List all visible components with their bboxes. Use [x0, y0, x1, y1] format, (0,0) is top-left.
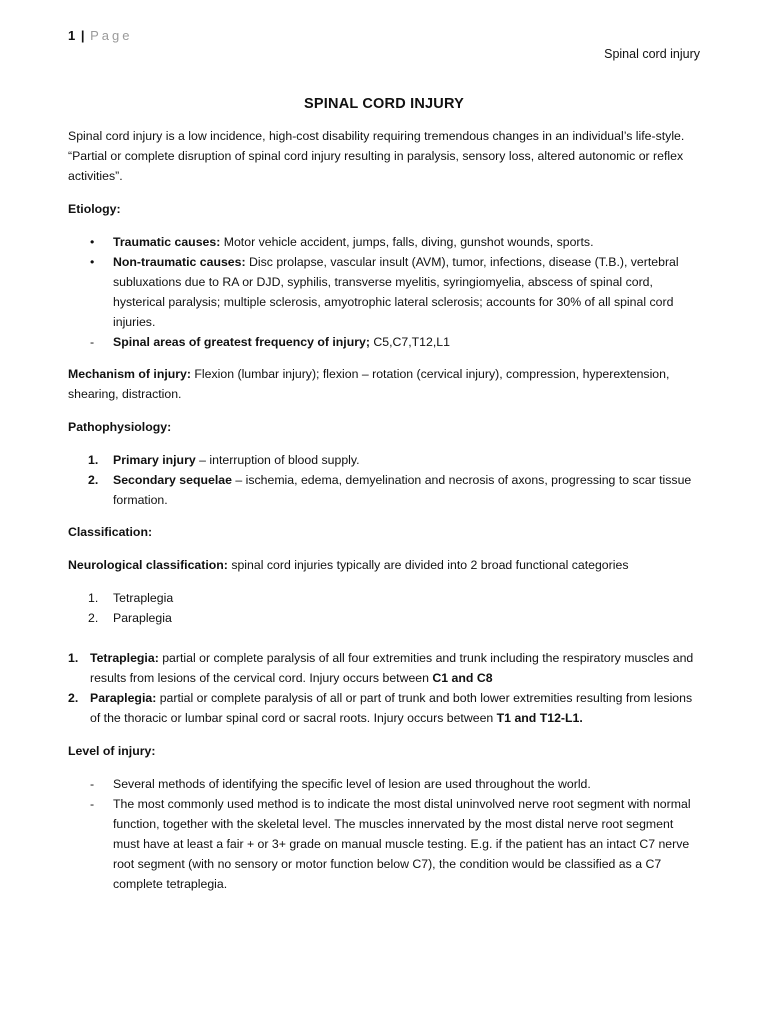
category-detail-list	[68, 648, 700, 728]
page-number: 1	[68, 28, 76, 43]
list-item	[68, 332, 700, 352]
bullet-marker: •	[90, 255, 95, 269]
number-marker: 1.	[88, 591, 99, 605]
list-item-text: Tetraplegia	[113, 591, 174, 605]
etiology-heading-text: Etiology:	[68, 202, 121, 216]
number-marker: 1.	[88, 453, 99, 467]
level-heading-text: Level of injury:	[68, 744, 156, 758]
running-title: Spinal cord injury	[604, 47, 700, 61]
list-item-text: Motor vehicle accident, jumps, falls, diving, gunshot wounds, sports.	[220, 235, 594, 249]
number-marker: 1.	[68, 651, 79, 665]
list-item-label: Primary injury	[113, 453, 196, 467]
list-item-label: Secondary sequelae	[113, 473, 232, 487]
number-marker: 2.	[68, 691, 79, 705]
neuro-classification-paragraph	[68, 555, 700, 575]
list-item-label: Paraplegia:	[90, 691, 157, 705]
pathophysiology-heading	[68, 417, 700, 437]
number-marker: 2.	[88, 473, 99, 487]
list-item-label: Non-traumatic causes:	[113, 255, 246, 269]
list-item-text: – interruption of blood supply.	[195, 453, 360, 467]
list-item-bold-end: C1 and C8	[432, 671, 493, 685]
dash-marker: -	[90, 335, 95, 349]
level-heading	[68, 741, 700, 761]
etiology-list	[68, 232, 700, 352]
intro-paragraph: Spinal cord injury is a low incidence, high-cost disability requiring tremendous changes in an individual’s life-style. “Partial or complete disruption of spinal cord injury resulting in paralysis, sensory loss, altered autonomic or reflex activities”.	[68, 129, 685, 183]
document-body	[68, 94, 700, 906]
neuro-classification-text: spinal cord injuries typically are divided into 2 broad functional categories	[227, 558, 629, 572]
page-separator: |	[80, 28, 85, 43]
list-item	[68, 794, 700, 894]
pathophysiology-heading-text: Pathophysiology:	[68, 420, 172, 434]
list-item-text: Several methods of identifying the specific level of lesion are used throughout the world.	[113, 777, 591, 791]
document-title: SPINAL CORD INJURY	[304, 96, 464, 112]
mechanism-text: Flexion (lumbar injury); flexion – rotation (cervical injury), compression, hyperextension, shearing, distraction.	[68, 367, 670, 401]
list-item	[68, 470, 700, 510]
list-item-text: partial or complete paralysis of all or part of trunk and both lower extremities resulting from lesions of the thoracic or lumbar spinal cord or sacral roots. Injury occurs between	[90, 691, 693, 725]
classification-heading-text: Classification:	[68, 525, 153, 539]
list-item	[68, 774, 700, 794]
mechanism-paragraph	[68, 364, 700, 404]
list-item-label: Spinal areas of greatest frequency of injury;	[113, 335, 370, 349]
dash-marker: -	[90, 777, 95, 791]
list-item	[68, 232, 700, 252]
list-item-label: Traumatic causes:	[113, 235, 221, 249]
list-item-text: Disc prolapse, vascular insult (AVM), tumor, infections, disease (T.B.), vertebral subluxations due to RA or DJD, syphilis, transverse myelitis, syringiomyelia, abscess of spinal cord, hysterical paralysis; multiple sclerosis, amyotrophic lateral sclerosis; accounts for 30% of all spinal cord injuries.	[113, 255, 679, 329]
list-item	[68, 450, 700, 470]
neuro-classification-label: Neurological classification:	[68, 558, 228, 572]
page-word: Page	[90, 28, 133, 43]
list-item-bold-end: T1 and T12-L1.	[496, 711, 583, 725]
list-item	[68, 252, 700, 332]
list-item	[68, 608, 700, 628]
list-item	[68, 688, 700, 728]
dash-marker: -	[90, 797, 95, 811]
list-item-text: partial or complete paralysis of all four extremities and trunk including the respiratory muscles and results from lesions of the cervical cord. Injury occurs between	[90, 651, 694, 685]
mechanism-label: Mechanism of injury:	[68, 367, 191, 381]
level-list	[68, 774, 700, 894]
list-item	[68, 648, 700, 688]
list-item-text: – ischemia, edema, demyelination and necrosis of axons, progressing to scar tissue formation.	[113, 473, 692, 507]
number-marker: 2.	[88, 611, 99, 625]
pathophysiology-list	[68, 450, 700, 510]
etiology-heading	[68, 199, 700, 219]
list-item-text: C5,C7,T12,L1	[369, 335, 450, 349]
list-item	[68, 588, 700, 608]
classification-heading	[68, 522, 700, 542]
list-item-text: The most commonly used method is to indicate the most distal uninvolved nerve root segment with normal function, together with the skeletal level. The muscles innervated by the most distal nerve root segment must have at least a fair + or 3+ grade on manual muscle testing. E.g. if the patient has an intact C7 nerve root segment (with no sensory or motor function below C7), the condition would be classified as a C7 complete tetraplegia.	[113, 797, 691, 891]
list-item-label: Tetraplegia:	[90, 651, 159, 665]
category-list	[68, 588, 700, 628]
list-item-text: Paraplegia	[113, 611, 172, 625]
page-number-header	[68, 28, 133, 43]
bullet-marker: •	[90, 235, 95, 249]
